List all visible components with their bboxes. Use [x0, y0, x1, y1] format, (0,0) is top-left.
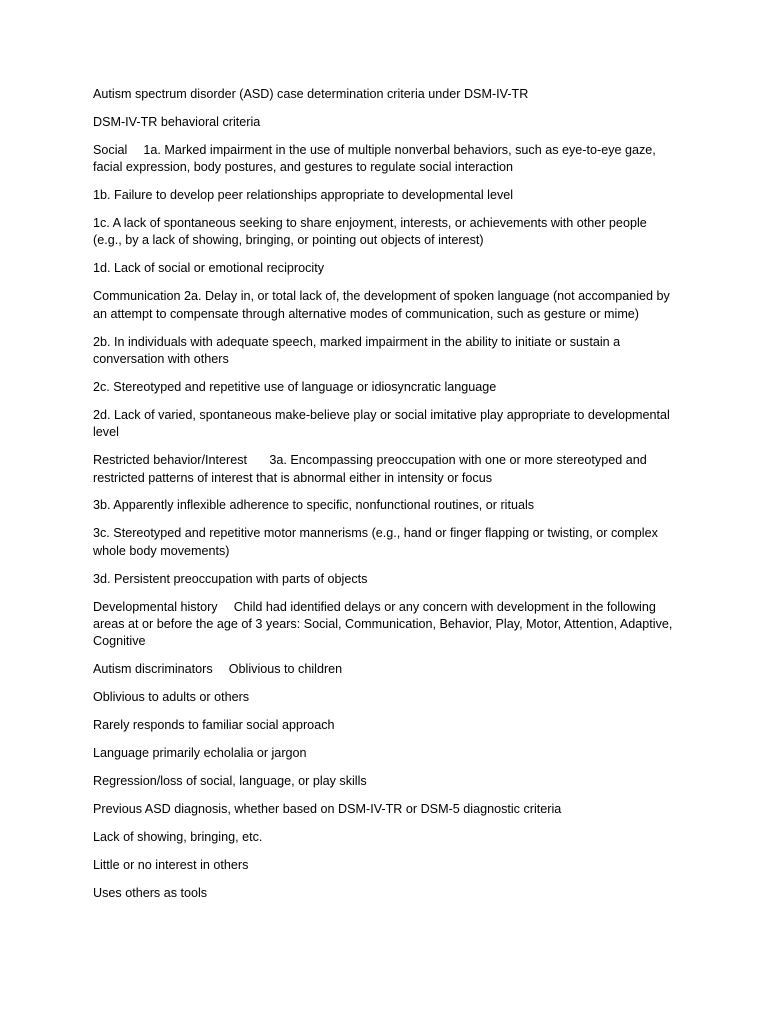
criteria-paragraph: Social 1a. Marked impairment in the use of multiple nonverbal behaviors, such as eye-to-eye gaze, facial expression, body postures, and gestures to regulate social interaction — [93, 142, 660, 175]
criteria-paragraph: Autism discriminators Oblivious to children — [93, 662, 343, 677]
criteria-paragraph: Oblivious to adults or others — [93, 690, 250, 705]
criteria-paragraph: Uses others as tools — [93, 885, 208, 900]
criteria-paragraph: Little or no interest in others — [93, 857, 249, 872]
criteria-paragraph: 3b. Apparently inflexible adherence to specific, nonfunctional routines, or rituals — [93, 498, 535, 513]
criteria-paragraph: Communication 2a. Delay in, or total lack of, the development of spoken language (not accompanied by an attempt to compensate through alternative modes of communication, such as gesture or mime) — [93, 289, 674, 321]
criteria-paragraph: 3d. Persistent preoccupation with parts of objects — [93, 571, 368, 586]
document-body — [93, 86, 678, 912]
criteria-paragraph: 1b. Failure to develop peer relationships appropriate to developmental level — [93, 188, 514, 203]
criteria-paragraph: 2b. In individuals with adequate speech, marked impairment in the ability to initiate or sustain a conversation with others — [93, 334, 624, 366]
document-title: Autism spectrum disorder (ASD) case determination criteria under DSM-IV-TR — [93, 87, 529, 101]
criteria-paragraph: Regression/loss of social, language, or play skills — [93, 773, 367, 788]
criteria-paragraph: Lack of showing, bringing, etc. — [93, 829, 263, 844]
criteria-paragraph: 1c. A lack of spontaneous seeking to share enjoyment, interests, or achievements with other people (e.g., by a lack of showing, bringing, or pointing out objects of interest) — [93, 216, 651, 248]
criteria-paragraph: 2c. Stereotyped and repetitive use of language or idiosyncratic language — [93, 379, 497, 394]
criteria-paragraph: Restricted behavior/Interest 3a. Encompassing preoccupation with one or more stereotyped and restricted patterns of interest that is abnormal either in intensity or focus — [93, 453, 651, 485]
criteria-paragraph: 1d. Lack of social or emotional reciprocity — [93, 261, 324, 276]
section-heading: DSM-IV-TR behavioral criteria — [93, 114, 261, 129]
criteria-paragraph: Developmental history Child had identified delays or any concern with development in the following areas at or before the age of 3 years: Social, Communication, Behavior, Play, Motor, Attention, Adaptive, Cognitive — [93, 599, 676, 649]
criteria-paragraph: Previous ASD diagnosis, whether based on DSM-IV-TR or DSM-5 diagnostic criteria — [93, 801, 562, 816]
criteria-paragraph: Rarely responds to familiar social approach — [93, 718, 335, 733]
criteria-paragraph: Language primarily echolalia or jargon — [93, 745, 307, 760]
criteria-paragraph: 2d. Lack of varied, spontaneous make-believe play or social imitative play appropriate to developmental level — [93, 407, 674, 440]
criteria-paragraph: 3c. Stereotyped and repetitive motor mannerisms (e.g., hand or finger flapping or twisting, or complex whole body movements) — [93, 526, 662, 558]
